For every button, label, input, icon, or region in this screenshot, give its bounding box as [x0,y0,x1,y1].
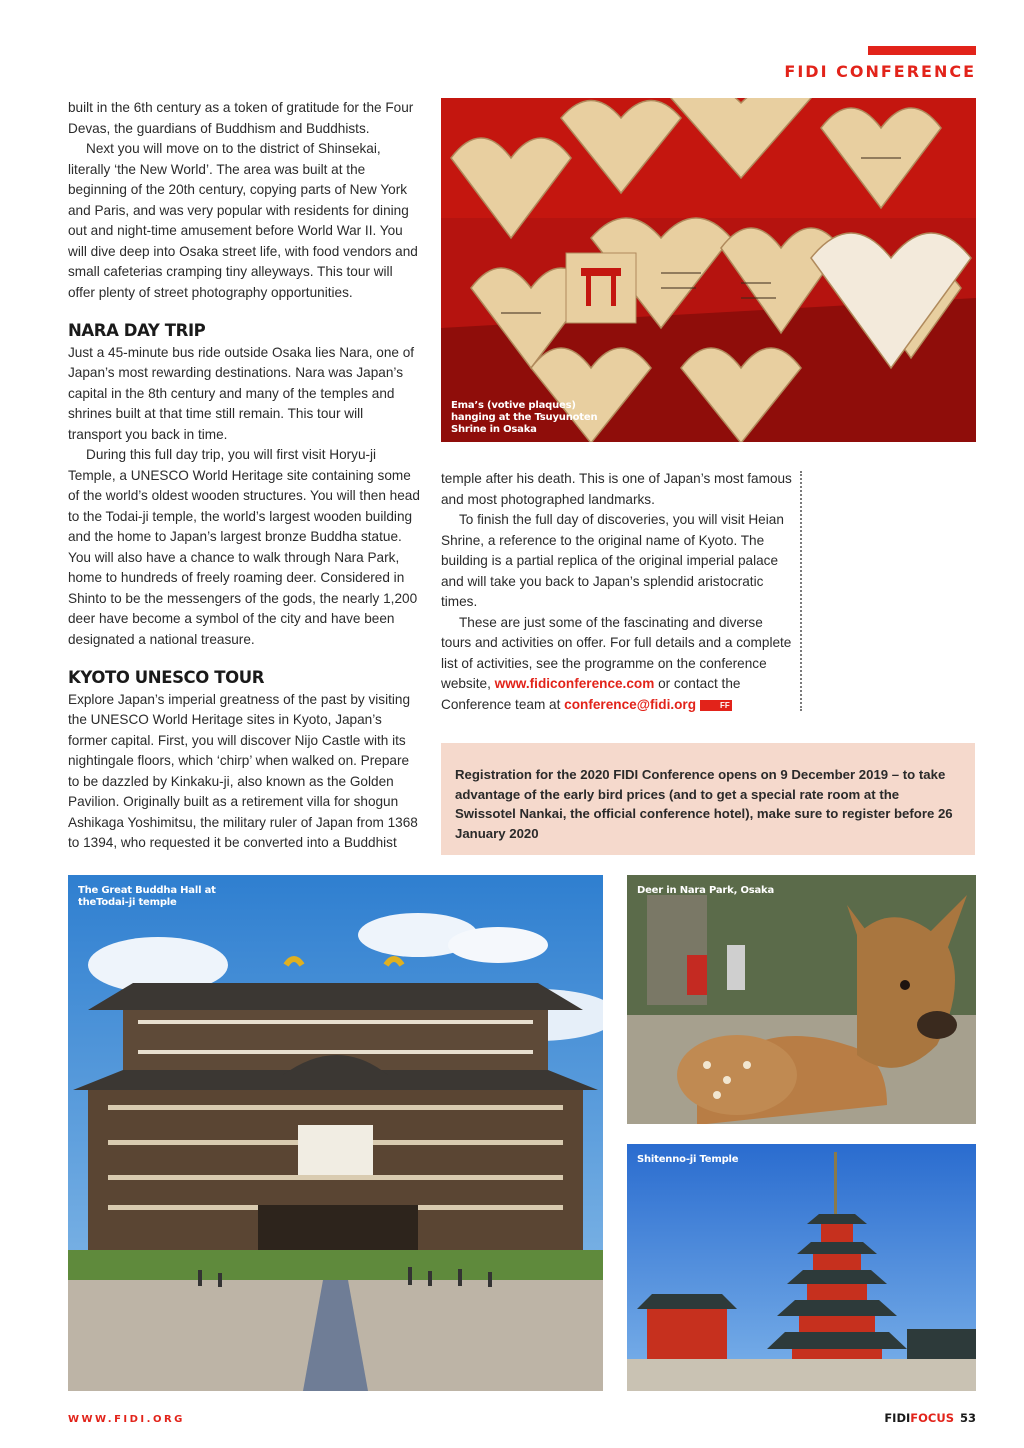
magazine-name-focus: FOCUS [910,1411,954,1425]
pagoda-photo [627,1144,976,1391]
dotted-divider [800,471,802,711]
magazine-name-fidi: FIDI [884,1411,911,1425]
pagoda-image [627,1144,976,1391]
website-link[interactable]: www.fidiconference.com [494,676,655,691]
heading-kyoto: KYOTO UNESCO TOUR [68,668,265,687]
registration-text: Registration for the 2020 FIDI Conference opens on 9 December 2019 – to take advantage of the early bird prices (and to get a special rate room at the Swissotel Nankai, the official conference hotel), make sure to register before 26 January 2020 [455,767,953,841]
buddha-hall-image [68,875,603,1391]
paragraph: To finish the full day of discoveries, you will visit Heian Shrine, a reference to the original name of Kyoto. The building is a partial replica of the original imperial palace and will take you back to Japan’s splendid aristocratic times. [441,512,784,609]
ema-image [441,98,976,442]
pagoda-caption: Shitenno-ji Temple [637,1154,739,1165]
page-number: 53 [959,1411,976,1425]
paragraph: Explore Japan’s imperial greatness of the past by visiting the UNESCO World Heritage sites in Kyoto, Japan’s former capital. First, you will discover Nijo Castle with its nightingale floors, which ‘chirp’ when walked on. Prepare to be dazzled by Kinkaku-ji, also known as the Golden Pavilion. Originally built as a retirement villa for shogun Ashikaga Yoshimitsu, the military ruler of Japan from 1368 to 1394, who requested it be converted into a Buddhist [68,691,418,850]
buddha-hall-caption-line: theTodai-ji temple [78,897,177,908]
email-link[interactable]: conference@fidi.org [564,696,697,712]
deer-photo [627,875,976,1124]
paragraph: During this full day trip, you will first visit Horyu-ji Temple, a UNESCO World Heritage site containing some of the world’s oldest wooden structures. You will then head to the Todai-ji temple, the world’s largest wooden building and the home to Japan’s largest bronze Buddha statue. You will also have a chance to walk through Nara Park, home to hundreds of freely roaming deer. Considered in Shinto to be the messengers of the gods, the nearly 1,200 deer have become a symbol of the city and have been designated a national treasure. [68,447,420,647]
ema-caption: Ema’s (votive plaques) hanging at the Tsuyunoten Shrine in Osaka [451,400,598,435]
paragraph [441,613,793,716]
paragraph: Next you will move on to the district of Shinsekai, literally ‘the New World’. The area was built at the beginning of the 20th century, copying parts of New York and Paris, and was very popular with residents for dining out and night-time amusement before World War II. You will dive deep into Osaka street life, with food vendors and small cafeterias cramping tiny alleyways. This tour will offer plenty of street photography opportunities. [68,141,418,300]
paragraph: temple after his death. This is one of Japan’s most famous and most photographed landmarks. [441,471,792,507]
deer-caption: Deer in Nara Park, Osaka [637,885,775,896]
paragraph-text: These are just some of the fascinating and diverse tours and activities on offer. For full details and a complete list of activities, see the programme on the conference website, [441,614,792,691]
end-mark-icon: FF [700,700,732,711]
section-label: FIDI CONFERENCE [784,62,976,81]
deer-image [627,875,976,1124]
buddha-hall-photo [68,875,603,1391]
paragraph: built in the 6th century as a token of gratitude for the Four Devas, the guardians of Buddhism and Buddhists. [68,100,414,136]
header-red-bar [868,46,976,55]
article-column-1 [68,98,420,854]
article-column-2 [441,469,793,715]
footer-magazine [884,1411,976,1425]
paragraph-text: or contact the Conference team at [441,676,741,712]
ema-photo [441,98,976,442]
heading-nara: NARA DAY TRIP [68,321,206,340]
paragraph: Just a 45-minute bus ride outside Osaka lies Nara, one of Japan’s most rewarding destinations. Nara was Japan’s capital in the 8th century and many of the temples and shrines built at that time still remain. This tour will transport you back in time. [68,344,415,442]
registration-box [441,743,975,855]
buddha-hall-caption [78,885,216,909]
buddha-hall-caption-line: The Great Buddha Hall at [78,885,216,896]
footer-url: WWW.FIDI.ORG [68,1414,185,1425]
